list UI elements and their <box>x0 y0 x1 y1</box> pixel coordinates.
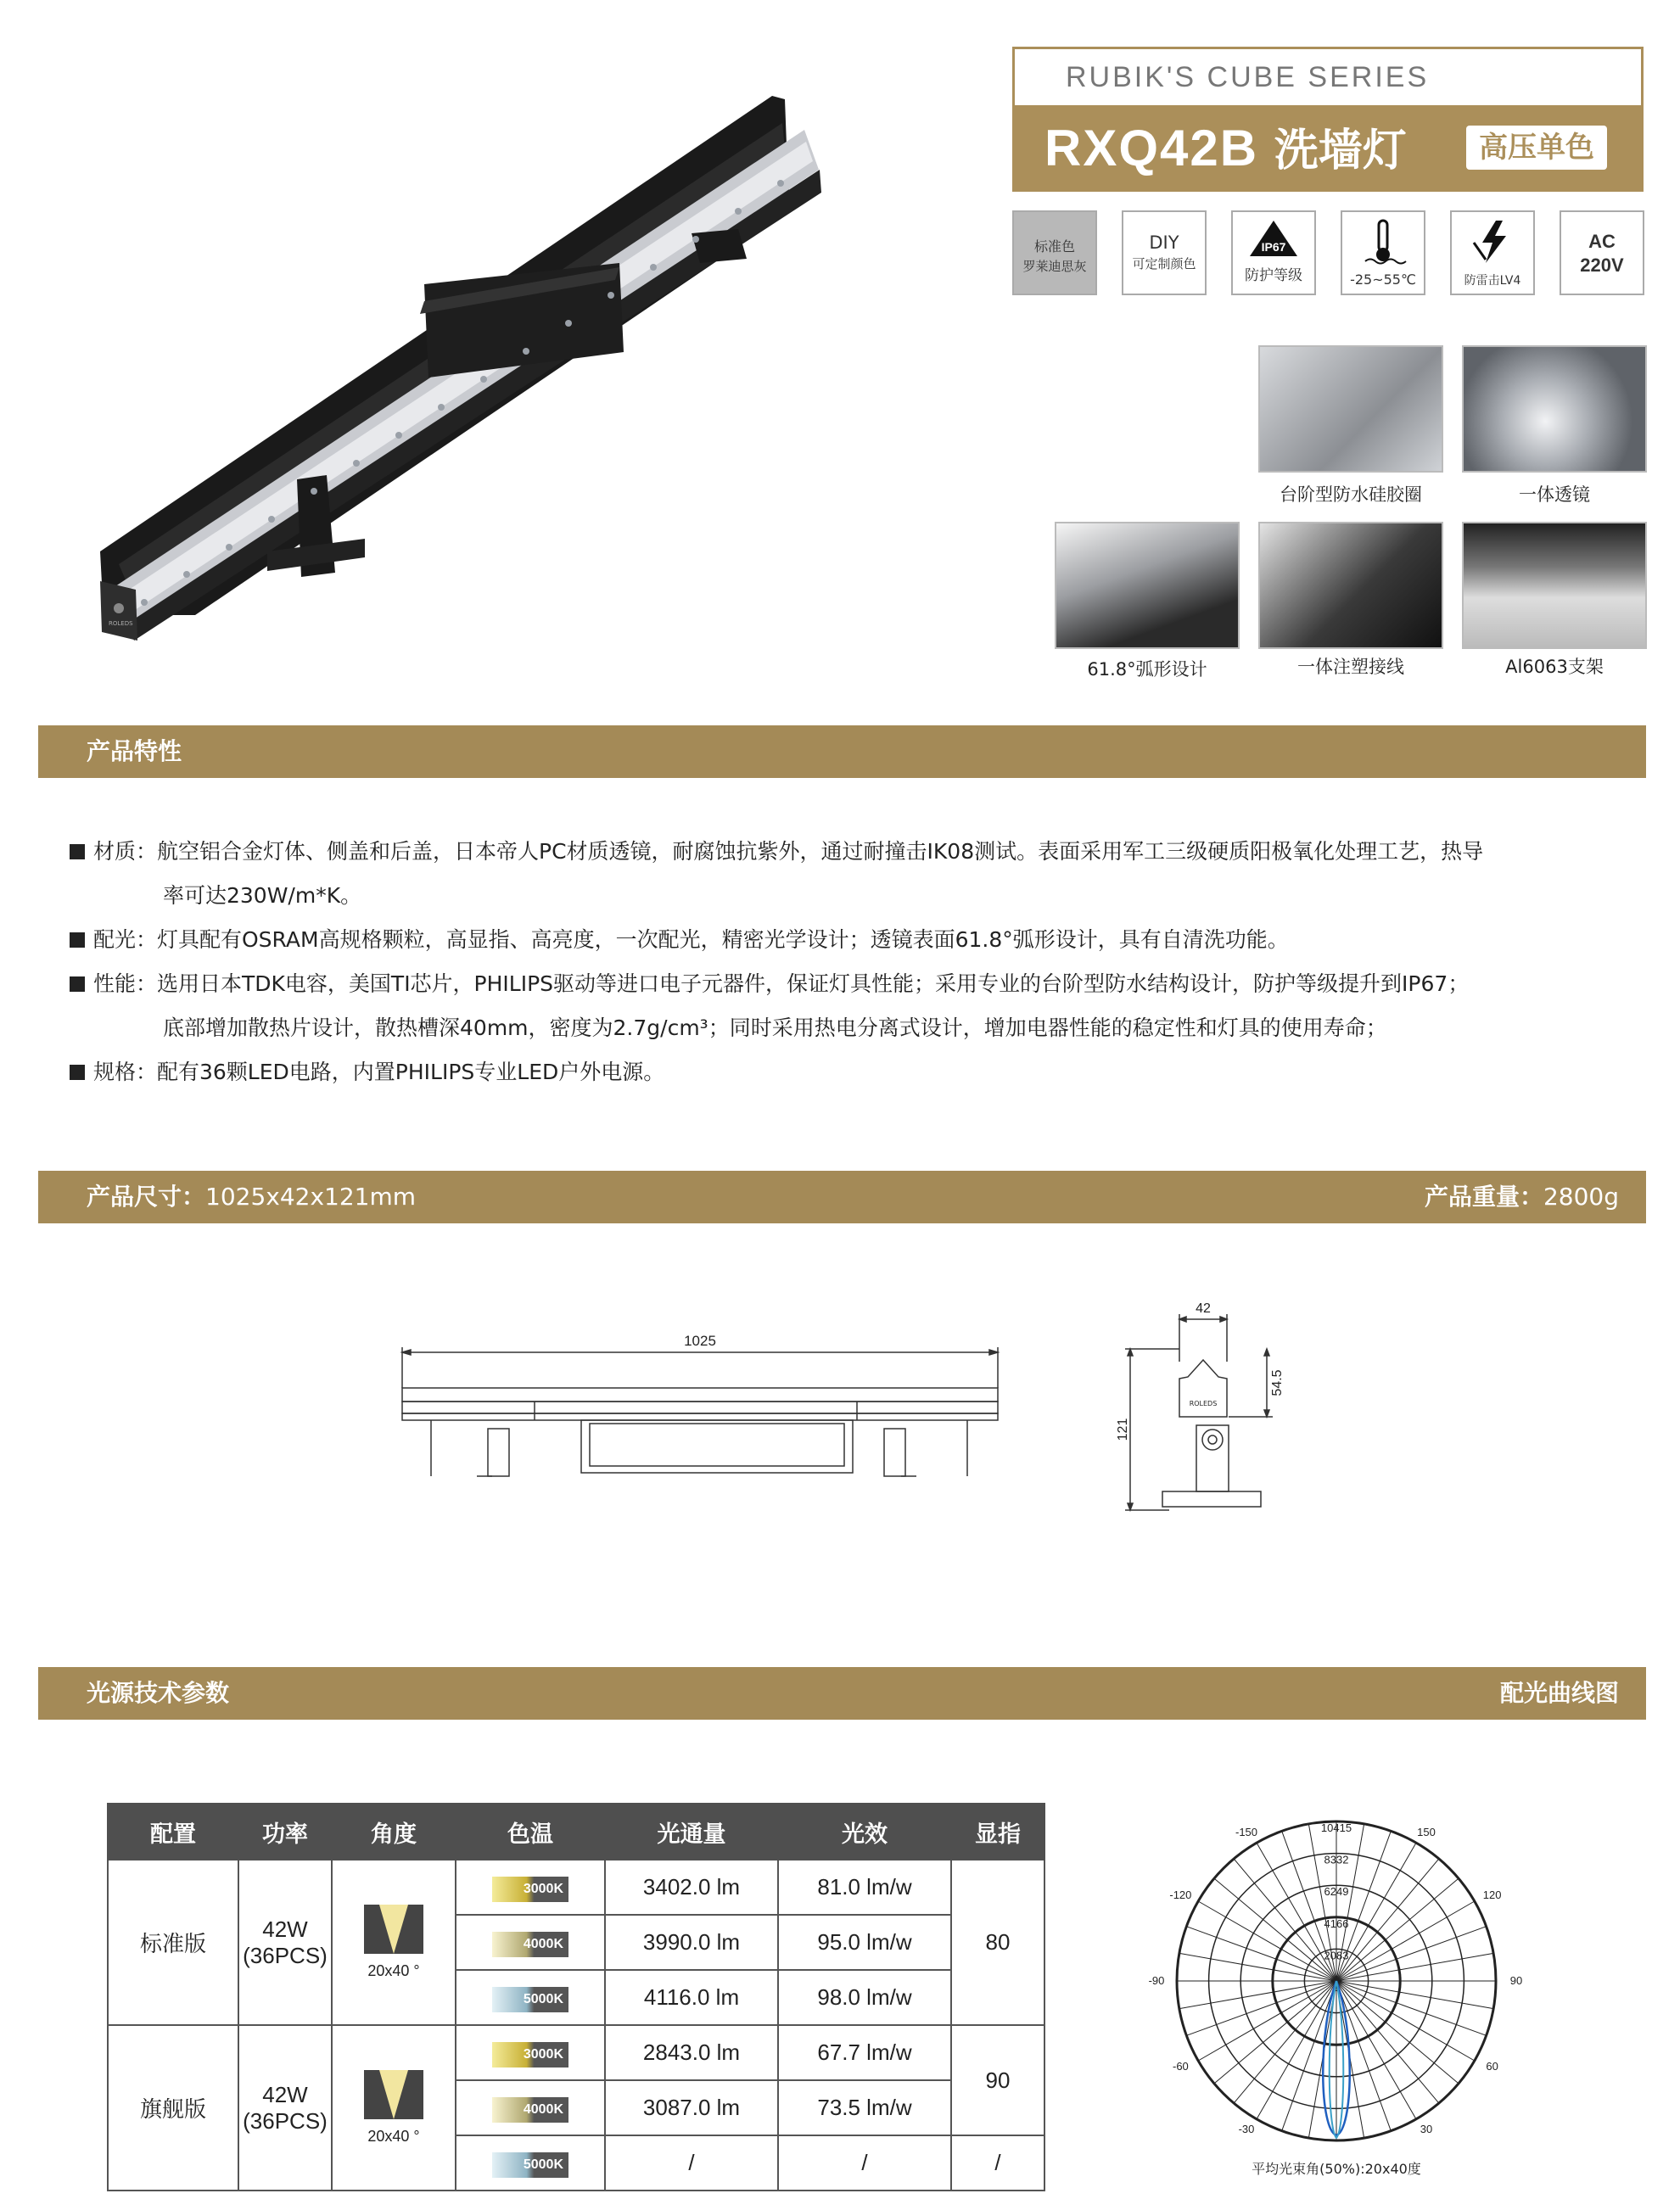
side-dimension-drawing <box>1118 1302 1305 1523</box>
radial-tick-label: 0 <box>1333 1981 1340 1994</box>
icon-label: DIY <box>1149 232 1179 253</box>
icon-sublabel: 防护等级 <box>1245 267 1302 284</box>
size-section-bar <box>38 1171 1646 1223</box>
feature-text: 性能：选用日本TDK电容，美国TI芯片，PHILIPS驱动等进口电子元器件，保证灯具性能；采用专业的台阶型防水结构设计，防护等级提升到IP67； <box>93 971 1470 996</box>
column-header: 光通量 <box>605 1804 778 1860</box>
feature-caption: Al6063支架 <box>1505 657 1604 677</box>
angle-tick-label: 90 <box>1509 1974 1523 1987</box>
lens-image <box>1462 345 1647 473</box>
light-parameter-table <box>107 1803 1045 2191</box>
column-header: 显指 <box>951 1804 1044 1860</box>
column-header: 配置 <box>108 1804 238 1860</box>
thermometer-icon <box>1341 210 1425 295</box>
color-swatch-icon <box>1012 210 1097 295</box>
product-logo-text: ROLEDS <box>109 620 133 627</box>
feature-item <box>70 830 1622 874</box>
angle-value: 20x40 ° <box>367 1962 420 1979</box>
power-value: 42W <box>262 1916 308 1942</box>
power-cell <box>238 1860 332 2025</box>
feature-text: 配光：灯具配有OSRAM高规格颗粒，高显指、高亮度，一次配光，精密光学设计；透镜表面61.8°弧形设计，具有自清洗功能。 <box>93 927 1289 952</box>
config-cell: 旗舰版 <box>108 2025 238 2191</box>
flux-cell: 3087.0 lm <box>605 2080 778 2135</box>
cri-cell: 80 <box>951 1860 1044 2025</box>
molded-wiring-image <box>1258 522 1443 649</box>
table-row <box>108 1860 1044 1915</box>
cct-badge: 5000K <box>492 2152 568 2178</box>
beam-angle-caption: 平均光束角(50%):20x40度 <box>1252 2161 1421 2177</box>
angle-tick-label: 150 <box>1417 1826 1436 1839</box>
feature-text: 材质：航空铝合金灯体、侧盖和后盖，日本帝人PC材质透镜，耐腐蚀抗紫外，通过耐撞击IK08测试。表面采用军工三级硬质阳极氧化处理工艺，热导 <box>93 839 1484 864</box>
cri-cell: 90 <box>951 2025 1044 2135</box>
thermometer-glyph <box>1362 217 1404 266</box>
flux-cell: / <box>605 2135 778 2191</box>
product-title <box>1044 105 1407 192</box>
led-count: (36PCS) <box>243 2107 328 2134</box>
angle-tick-label: -90 <box>1148 1974 1165 1987</box>
product-type: 洗墙灯 <box>1274 126 1407 176</box>
flux-cell: 3990.0 lm <box>605 1915 778 1970</box>
radial-tick-label: 4166 <box>1324 1916 1349 1930</box>
bullet-square-icon <box>70 932 85 948</box>
flux-cell: 4116.0 lm <box>605 1970 778 2025</box>
angle-tick-label: 60 <box>1486 2060 1498 2073</box>
icon-label: AC <box>1588 231 1616 252</box>
flux-cell: 3402.0 lm <box>605 1860 778 1915</box>
cct-badge: 4000K <box>492 2097 568 2123</box>
icon-sublabel: 罗莱迪思灰 <box>1022 259 1087 274</box>
efficacy-cell: 67.7 lm/w <box>778 2025 951 2080</box>
drawing-logo: ROLEDS <box>1189 1400 1218 1407</box>
bolt-glyph <box>1467 217 1518 266</box>
cct-badge: 5000K <box>492 1987 568 2012</box>
arc-design-image <box>1055 522 1240 649</box>
angle-cell <box>332 2025 456 2191</box>
bracket-image <box>1462 522 1647 649</box>
cct-badge: 4000K <box>492 1932 568 1957</box>
cri-cell: / <box>951 2135 1044 2191</box>
ac-icon <box>1560 210 1644 295</box>
voltage-tag: 高压单色 <box>1466 126 1607 170</box>
table-header-row <box>108 1804 1044 1860</box>
efficacy-cell: 81.0 lm/w <box>778 1860 951 1915</box>
height-dimension: 121 <box>1116 1418 1130 1441</box>
icon-label: IP67 <box>1261 240 1286 254</box>
cct-badge: 3000K <box>492 2042 568 2068</box>
table-row <box>108 2025 1044 2080</box>
section-title: 产品特性 <box>87 737 182 765</box>
angle-value: 20x40 ° <box>367 2128 420 2145</box>
angle-tick-label: -150 <box>1235 1826 1258 1839</box>
title-band <box>1012 105 1644 192</box>
cct-cell <box>456 1970 605 2025</box>
series-name: RUBIK'S CUBE SERIES <box>1066 61 1430 93</box>
head-dimension: 54.5 <box>1270 1369 1285 1396</box>
cct-badge: 3000K <box>492 1877 568 1902</box>
angle-tick-label: 30 <box>1420 2122 1433 2135</box>
flux-cell: 2843.0 lm <box>605 2025 778 2080</box>
cct-cell <box>456 2025 605 2080</box>
section-title: 光源技术参数 <box>87 1679 230 1707</box>
cct-cell <box>456 1860 605 1915</box>
icon-sublabel: 防雷击LV4 <box>1464 274 1521 288</box>
silicone-seal-image <box>1258 345 1443 473</box>
config-cell: 标准版 <box>108 1860 238 2025</box>
feature-text-continued: 底部增加散热片设计，散热槽深40mm，密度为2.7g/cm³；同时采用热电分离式设计，增加电器性能的稳定性和灯具的使用寿命； <box>163 1016 1387 1040</box>
beam-angle-icon <box>364 2070 423 2119</box>
icon-sublabel: 可定制颜色 <box>1132 256 1196 271</box>
weight-info <box>1425 1171 1619 1223</box>
efficacy-cell: 98.0 lm/w <box>778 1970 951 2025</box>
light-distribution-chart <box>1141 1790 1532 2180</box>
diy-icon <box>1122 210 1207 295</box>
icon-sublabel: 220V <box>1580 255 1624 276</box>
efficacy-cell: 73.5 lm/w <box>778 2080 951 2135</box>
bullet-square-icon <box>70 844 85 859</box>
angle-tick-label: -60 <box>1173 2060 1189 2073</box>
cct-cell <box>456 2135 605 2191</box>
front-dimension-drawing <box>399 1332 1010 1510</box>
series-header <box>1012 47 1644 189</box>
feature-text: 规格：配有36颗LED电路，内置PHILIPS专业LED户外电源。 <box>93 1060 665 1084</box>
ip67-icon <box>1231 210 1316 295</box>
beam-angle-icon <box>364 1905 423 1954</box>
feature-item <box>70 1050 1622 1094</box>
led-count: (36PCS) <box>243 1942 328 1968</box>
column-header: 光效 <box>778 1804 951 1860</box>
width-dimension: 42 <box>1196 1301 1211 1316</box>
cct-cell <box>456 2080 605 2135</box>
bullet-square-icon <box>70 976 85 992</box>
feature-list <box>70 830 1622 1094</box>
radial-tick-label: 2083 <box>1324 1949 1349 1962</box>
radial-tick-label: 8332 <box>1324 1853 1349 1866</box>
size-label: 产品尺寸： <box>87 1183 206 1211</box>
column-header: 角度 <box>332 1804 456 1860</box>
bullet-square-icon <box>70 1065 85 1080</box>
icon-sublabel: -25~55℃ <box>1350 271 1416 288</box>
icon-label: 标准色 <box>1033 238 1075 255</box>
angle-tick-label: -30 <box>1238 2122 1255 2135</box>
section-title-right: 配光曲线图 <box>1499 1679 1619 1707</box>
lightning-icon <box>1450 210 1535 295</box>
efficacy-cell: / <box>778 2135 951 2191</box>
angle-cell <box>332 1860 456 2025</box>
model-number: RXQ42B <box>1044 120 1259 176</box>
weight-label: 产品重量： <box>1424 1183 1543 1211</box>
column-header: 色温 <box>456 1804 605 1860</box>
power-cell <box>238 2025 332 2191</box>
feature-caption: 台阶型防水硅胶圈 <box>1280 484 1422 505</box>
feature-caption: 一体注塑接线 <box>1297 657 1404 677</box>
feature-item <box>70 962 1622 1006</box>
feature-item <box>70 918 1622 962</box>
weight-value: 2800g <box>1543 1183 1619 1211</box>
size-value: 1025x42x121mm <box>205 1183 417 1211</box>
light-section-bar <box>38 1667 1646 1720</box>
column-header: 功率 <box>238 1804 332 1860</box>
angle-tick-label: 120 <box>1482 1888 1502 1901</box>
length-dimension: 1025 <box>684 1333 716 1349</box>
radial-tick-label: 6249 <box>1324 1885 1349 1899</box>
feature-text-continued: 率可达230W/m*K。 <box>163 883 362 908</box>
features-section-bar <box>38 725 1646 778</box>
efficacy-cell: 95.0 lm/w <box>778 1915 951 1970</box>
radial-tick-label: 10415 <box>1320 1821 1352 1834</box>
product-hero-image <box>93 89 840 632</box>
feature-caption: 61.8°弧形设计 <box>1087 659 1207 680</box>
angle-tick-label: -120 <box>1169 1888 1192 1901</box>
feature-caption: 一体透镜 <box>1519 484 1590 505</box>
size-info <box>87 1171 416 1223</box>
triangle-icon <box>1248 219 1299 258</box>
cct-cell <box>456 1915 605 1970</box>
power-value: 42W <box>262 2081 308 2107</box>
